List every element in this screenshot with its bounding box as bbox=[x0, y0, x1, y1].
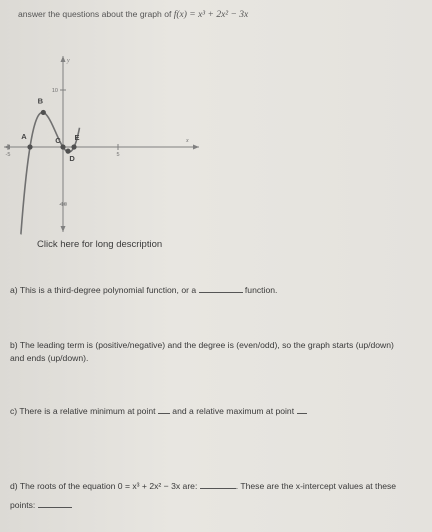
y-axis-top-arrow bbox=[61, 56, 66, 62]
function-expression: f(x) = x³ + 2x² − 3x bbox=[173, 10, 249, 20]
x-axis-left-arrow bbox=[4, 145, 10, 150]
point-label-a: A bbox=[21, 132, 27, 141]
point-c bbox=[60, 144, 65, 149]
question-a: a) This is a third-degree polynomial function, or a function. bbox=[10, 285, 278, 295]
point-b bbox=[41, 110, 46, 115]
blank-c-max[interactable] bbox=[297, 405, 307, 414]
point-a bbox=[27, 144, 32, 149]
point-label-e: E bbox=[74, 133, 80, 142]
y-axis-label: y bbox=[67, 58, 70, 64]
function-curve bbox=[21, 112, 80, 234]
y-tick-label-top: 10 bbox=[51, 88, 58, 94]
point-label-c: C bbox=[55, 136, 61, 145]
blank-d-points[interactable] bbox=[38, 499, 72, 508]
blank-a[interactable] bbox=[199, 284, 243, 293]
x-tick-label-left: -5 bbox=[5, 152, 11, 158]
y-tick-label-bottom: -10 bbox=[59, 202, 67, 208]
question-d-line1: d) The roots of the equation 0 = x³ + 2x² − 3x are: . These are the x-intercept values at these bbox=[10, 481, 397, 491]
question-b-line1: b) The leading term is (positive/negative) and the degree is (even/odd), so the graph starts (up/down) bbox=[10, 340, 394, 350]
x-axis-right-arrow bbox=[193, 145, 199, 150]
long-description-link[interactable]: Click here for long description bbox=[37, 239, 163, 250]
point-label-d: D bbox=[69, 154, 75, 164]
blank-d-roots[interactable] bbox=[200, 480, 236, 489]
instructions bbox=[18, 9, 248, 21]
point-d bbox=[65, 149, 70, 154]
x-axis-label: x bbox=[186, 138, 189, 144]
instructions-text: answer the questions about the graph of bbox=[18, 9, 174, 19]
function-graph bbox=[0, 46, 215, 236]
blank-c-min[interactable] bbox=[158, 405, 170, 414]
x-tick-label-right: 5 bbox=[116, 152, 120, 158]
question-d-line2: points: bbox=[10, 499, 72, 511]
question-c: c) There is a relative minimum at point and a relative maximum at point bbox=[10, 405, 307, 417]
point-e bbox=[71, 144, 76, 149]
y-axis-bottom-arrow bbox=[61, 226, 66, 232]
point-label-b: B bbox=[37, 96, 44, 106]
question-b-line2: and ends (up/down). bbox=[10, 353, 89, 363]
